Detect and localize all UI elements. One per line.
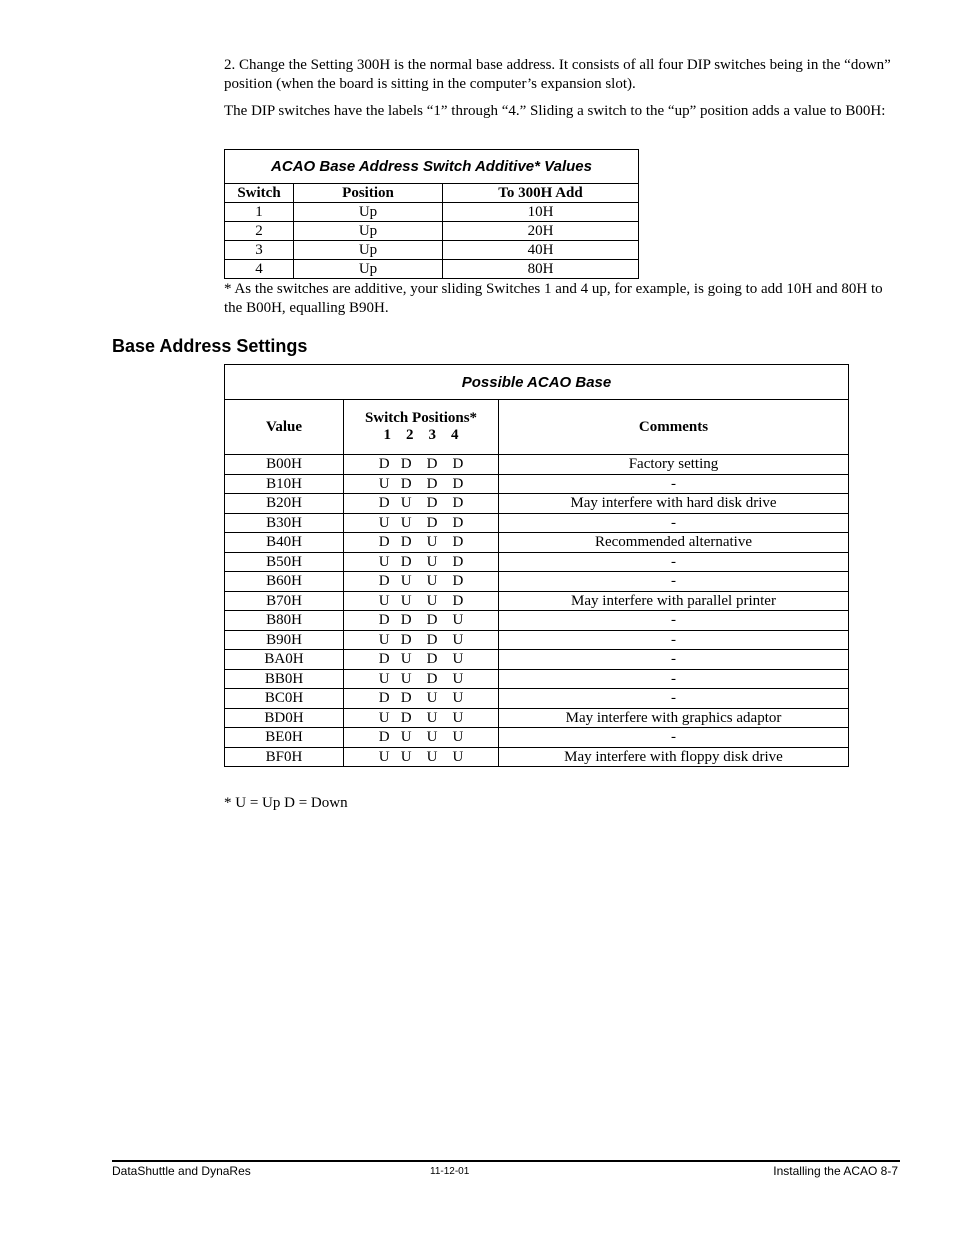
switch-positions-cell: D D D U [344, 611, 499, 631]
legend-note: * U = Up D = Down [224, 795, 348, 811]
comment-cell: - [499, 513, 849, 533]
value-cell: B70H [225, 591, 344, 611]
base-row [225, 591, 849, 611]
base-row [225, 650, 849, 670]
comment-cell: - [499, 572, 849, 592]
switch-cell: 2 [225, 222, 294, 241]
value-cell: B00H [225, 455, 344, 475]
position-cell: Up [294, 241, 443, 260]
switch-positions-cell: U U U U [344, 747, 499, 767]
comment-cell: Factory setting [499, 455, 849, 475]
switch-positions-cell: U U D D [344, 513, 499, 533]
base-address-table [224, 364, 849, 767]
additive-table-caption: ACAO Base Address Switch Additive* Values [225, 150, 639, 184]
add-value-cell: 80H [443, 260, 639, 279]
base-row [225, 611, 849, 631]
switch-positions-cell: U D U U [344, 708, 499, 728]
comment-cell: - [499, 669, 849, 689]
add-value-cell: 20H [443, 222, 639, 241]
base-row [225, 474, 849, 494]
additive-row [225, 241, 639, 260]
switch-positions-cell: D D U U [344, 689, 499, 709]
value-cell: B60H [225, 572, 344, 592]
footer-left: DataShuttle and DynaRes [112, 1164, 251, 1178]
comment-cell: May interfere with floppy disk drive [499, 747, 849, 767]
footer-rule [112, 1160, 900, 1162]
intro-paragraph-1: 2. Change the Setting 300H is the normal base address. It consists of all four DIP switches being in the “down” position (when the board is sitting in the computer’s expansion slot). [224, 57, 891, 92]
switch-positions-cell: D D D D [344, 455, 499, 475]
value-cell: B80H [225, 611, 344, 631]
col-header-switch: Switch [225, 184, 294, 203]
additive-table-body [225, 203, 639, 279]
value-cell: B30H [225, 513, 344, 533]
value-cell: BF0H [225, 747, 344, 767]
switch-positions-label: Switch Positions* [364, 410, 478, 426]
base-row [225, 513, 849, 533]
base-row [225, 572, 849, 592]
comment-cell: May interfere with hard disk drive [499, 494, 849, 514]
switch-positions-cell: D U D D [344, 494, 499, 514]
base-row [225, 669, 849, 689]
base-row [225, 728, 849, 748]
comment-cell: May interfere with graphics adaptor [499, 708, 849, 728]
value-cell: BB0H [225, 669, 344, 689]
base-row [225, 455, 849, 475]
switch-cell: 1 [225, 203, 294, 222]
additive-row [225, 222, 639, 241]
value-cell: B40H [225, 533, 344, 553]
intro-paragraph-2: The DIP switches have the labels “1” through “4.” Sliding a switch to the “up” position adds a value to B00H: [224, 103, 886, 119]
switch-positions-cell: D U U U [344, 728, 499, 748]
switch-cell: 3 [225, 241, 294, 260]
comment-cell: - [499, 650, 849, 670]
switch-positions-cell: U D D U [344, 630, 499, 650]
value-cell: B20H [225, 494, 344, 514]
base-row [225, 630, 849, 650]
base-table-caption: Possible ACAO Base [225, 365, 849, 400]
comment-cell: - [499, 728, 849, 748]
additive-row [225, 260, 639, 279]
comment-cell: Recommended alternative [499, 533, 849, 553]
col-header-add: To 300H Add [443, 184, 639, 203]
base-row [225, 533, 849, 553]
value-cell: B50H [225, 552, 344, 572]
switch-positions-cell: U D U D [344, 552, 499, 572]
switch-positions-cell: U U D U [344, 669, 499, 689]
base-row [225, 689, 849, 709]
value-cell: BA0H [225, 650, 344, 670]
section-heading: Base Address Settings [112, 336, 308, 356]
comment-cell: - [499, 611, 849, 631]
additive-row [225, 203, 639, 222]
comment-cell: - [499, 689, 849, 709]
footer-right: Installing the ACAO 8-7 [773, 1164, 898, 1178]
comment-cell: - [499, 552, 849, 572]
footer-date: 11-12-01 [430, 1166, 470, 1177]
base-row [225, 494, 849, 514]
value-cell: B90H [225, 630, 344, 650]
position-cell: Up [294, 222, 443, 241]
col-header-position: Position [294, 184, 443, 203]
switch-positions-cell: D U D U [344, 650, 499, 670]
value-cell: BD0H [225, 708, 344, 728]
switch-positions-cell: U U U D [344, 591, 499, 611]
switch-digits-label: 1 2 3 4 [383, 427, 459, 443]
value-cell: BC0H [225, 689, 344, 709]
additive-note: * As the switches are additive, your sliding Switches 1 and 4 up, for example, is going to add 10H and 80H to the B00H, equalling B90H. [224, 281, 883, 316]
value-cell: B10H [225, 474, 344, 494]
base-row [225, 708, 849, 728]
value-cell: BE0H [225, 728, 344, 748]
col-header-switch-positions [344, 400, 499, 455]
base-row [225, 747, 849, 767]
comment-cell: - [499, 474, 849, 494]
switch-cell: 4 [225, 260, 294, 279]
position-cell: Up [294, 260, 443, 279]
position-cell: Up [294, 203, 443, 222]
base-row [225, 552, 849, 572]
switch-positions-cell: D U U D [344, 572, 499, 592]
comment-cell: May interfere with parallel printer [499, 591, 849, 611]
col-header-value: Value [225, 400, 344, 455]
comment-cell: - [499, 630, 849, 650]
add-value-cell: 40H [443, 241, 639, 260]
additive-values-table [224, 149, 639, 279]
base-table-body [225, 455, 849, 767]
switch-positions-cell: D D U D [344, 533, 499, 553]
add-value-cell: 10H [443, 203, 639, 222]
switch-positions-cell: U D D D [344, 474, 499, 494]
col-header-comments: Comments [499, 400, 849, 455]
